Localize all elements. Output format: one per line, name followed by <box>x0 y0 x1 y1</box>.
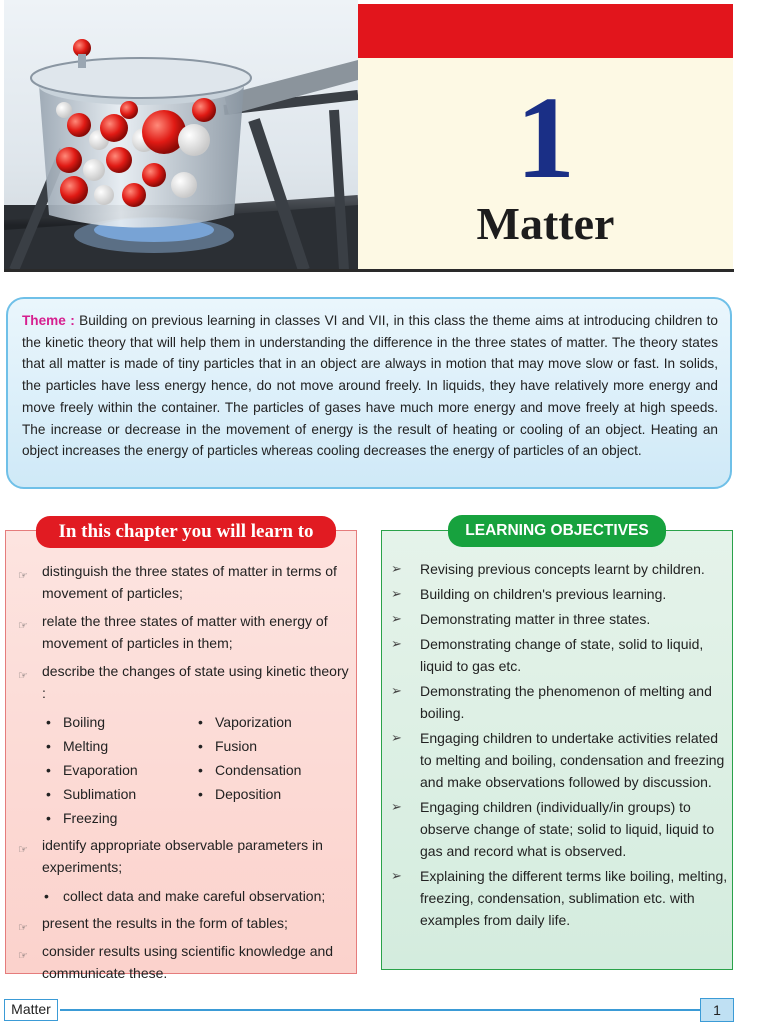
bullet-icon: • <box>198 738 203 754</box>
objective-item: ➢ Engaging children (individually/in groups) to observe change of state; solid to liquid, liquid to gas and record what is observed. <box>388 796 728 862</box>
learn-item-text: distinguish the three states of matter in terms of movement of particles; <box>42 563 337 601</box>
theme-paragraph <box>22 310 718 462</box>
bullet-icon: • <box>198 714 203 730</box>
learn-list <box>18 560 350 990</box>
learn-item <box>18 560 350 604</box>
objective-item: ➢ Building on children's previous learning. <box>388 583 728 605</box>
chapter-title: Matter <box>476 198 615 249</box>
theme-box <box>6 297 732 489</box>
learn-item-text: identify appropriate observable parameters in experiments; <box>42 837 323 875</box>
chapter-red-bar <box>358 4 733 58</box>
learn-item <box>18 610 350 654</box>
arrowhead-icon: ➢ <box>391 636 402 651</box>
arrowhead-icon: ➢ <box>391 730 402 745</box>
chapter-title-block <box>358 58 733 270</box>
learn-item <box>18 834 350 878</box>
arrowhead-icon: ➢ <box>391 561 402 576</box>
state-change-grid <box>44 710 350 830</box>
pointing-hand-icon: ☞ <box>18 570 28 582</box>
objective-item: ➢ Explaining the different terms like boiling, melting, freezing, condensation, sublimation etc. with examples from daily life. <box>388 865 728 931</box>
state-item: • Evaporation <box>44 758 196 782</box>
learn-item-text: describe the changes of state using kinetic theory : <box>42 663 349 701</box>
bullet-icon: • <box>46 786 51 802</box>
arrowhead-icon: ➢ <box>391 586 402 601</box>
state-item: • Sublimation <box>44 782 196 806</box>
theme-label: Theme : <box>22 313 75 328</box>
saucepan-molecules-illustration <box>4 0 358 270</box>
bullet-icon: • <box>46 762 51 778</box>
objective-item: ➢ Engaging children to undertake activities related to melting and boiling, condensation and freezing and make observations followed by discussion. <box>388 727 728 793</box>
learn-item-text: consider results using scientific knowledge and communicate these. <box>42 943 334 981</box>
learn-heading: In this chapter you will learn to <box>36 516 336 548</box>
arrowhead-icon: ➢ <box>391 683 402 698</box>
learn-item-text: relate the three states of matter with energy of movement of particles in them; <box>42 613 328 651</box>
learn-sub-item: • collect data and make careful observation; <box>18 884 350 908</box>
objective-item: ➢ Demonstrating the phenomenon of melting and boiling. <box>388 680 728 724</box>
chapter-number: 1 <box>516 72 575 203</box>
objectives-list <box>388 558 728 934</box>
state-item: • Boiling <box>44 710 196 734</box>
state-item: • Melting <box>44 734 196 758</box>
pointing-hand-icon: ☞ <box>18 620 28 632</box>
pointing-hand-icon: ☞ <box>18 922 28 934</box>
objectives-heading: LEARNING OBJECTIVES <box>448 515 666 547</box>
learn-item <box>18 660 350 704</box>
page-number: 1 <box>700 998 734 1022</box>
state-item: • Freezing <box>44 806 196 830</box>
arrowhead-icon: ➢ <box>391 868 402 883</box>
footer-chapter-label: Matter <box>4 999 58 1021</box>
theme-text: Building on previous learning in classes VI and VII, in this class the theme aims at introducing children to the kinetic theory that will help them in understanding the difference in the three states of matter. The theory states that all matter is made of tiny particles that in an object are always in motion that may move slow or fast. In solids, the particles have less energy hence, do not move around freely. In liquids, they have relatively more energy and move freely within the container. The particles of gases have much more energy and move freely at high speeds. The increase or decrease in the movement of energy is the result of heating or cooling of an object. Heating an object increases the energy of particles whereas cooling decreases the energy of particles of an object. <box>22 313 718 459</box>
bullet-icon: • <box>198 786 203 802</box>
objective-item: ➢ Demonstrating matter in three states. <box>388 608 728 630</box>
pointing-hand-icon: ☞ <box>18 844 28 856</box>
header-divider <box>4 269 734 272</box>
bullet-icon: • <box>46 810 51 826</box>
learn-item-text: present the results in the form of tables; <box>42 915 288 931</box>
state-item: • Vaporization <box>196 710 346 734</box>
state-item: • Condensation <box>196 758 346 782</box>
arrowhead-icon: ➢ <box>391 799 402 814</box>
footer-rule <box>60 1009 700 1011</box>
state-item: • Deposition <box>196 782 346 806</box>
bullet-icon: • <box>198 762 203 778</box>
pointing-hand-icon: ☞ <box>18 670 28 682</box>
bullet-icon: • <box>46 738 51 754</box>
bullet-icon: • <box>44 888 49 904</box>
bullet-icon: • <box>46 714 51 730</box>
objective-item: ➢ Revising previous concepts learnt by children. <box>388 558 728 580</box>
learn-item <box>18 912 350 934</box>
pointing-hand-icon: ☞ <box>18 950 28 962</box>
objective-item: ➢ Demonstrating change of state, solid to liquid, liquid to gas etc. <box>388 633 728 677</box>
state-item: • Fusion <box>196 734 346 758</box>
saucepan-svg <box>4 0 358 270</box>
learn-item <box>18 940 350 984</box>
arrowhead-icon: ➢ <box>391 611 402 626</box>
